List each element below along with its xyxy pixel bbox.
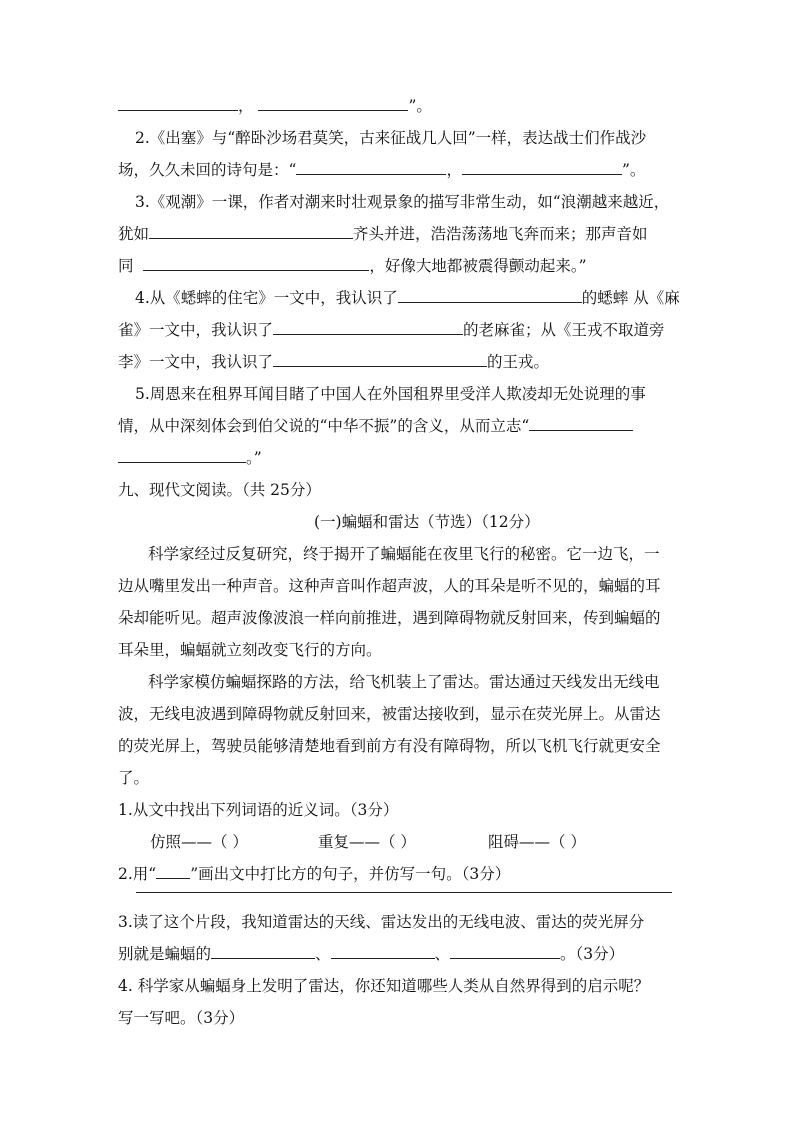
blank-line[interactable]	[118, 448, 246, 463]
reading-q1: 1.从文中找出下列词语的近义词。（3分）	[118, 801, 399, 819]
reading-q1-word[interactable]: 仿照——（ ）	[150, 833, 248, 851]
reading-q3-line-2: 别就是蝙蝠的 、 、 。（3分）	[118, 945, 625, 963]
q4-line-3: 李》一文中，我认识了 的王戎。	[118, 353, 550, 371]
passage-p2-line-2: 波，无线电波遇到障碍物就反射回来，被雷达接收到，显示在荧光屏上。从雷达	[118, 705, 661, 723]
q5-line-3: 。”	[118, 448, 262, 468]
reading-q1-word[interactable]: 阻碍——（ ）	[488, 833, 586, 851]
blank-line[interactable]	[462, 160, 622, 175]
blank-line[interactable]	[273, 320, 463, 335]
blank-line[interactable]	[149, 224, 353, 239]
q2-line-2: 场，久久未回的诗句是：“ ， ”。	[118, 161, 646, 179]
reading-q1-word[interactable]: 重复——（ ）	[318, 833, 416, 851]
q4-line-1: 4.从《蟋蟀的住宅》一文中，我认识了 的蟋蟀 从《麻	[135, 289, 680, 307]
blank-line[interactable]	[211, 944, 315, 959]
blank-line[interactable]	[450, 944, 560, 959]
underline-sample	[156, 864, 190, 879]
blank-line[interactable]	[331, 944, 435, 959]
q5-line-1: 5.周恩来在租界耳闻目睹了中国人在外国租界里受洋人欺凌却无处说理的事	[135, 385, 646, 403]
reading-q2: 2.用“ ”画出文中打比方的句子，并仿写一句。（3分）	[118, 865, 511, 883]
blank-line[interactable]	[143, 256, 369, 271]
q5-line-2: 情，从中深刻体会到伯父说的“中华不振”的含义，从而立志“	[118, 416, 633, 436]
passage-p2-line-1: 科学家模仿蝙蝠探路的方法，给飞机装上了雷达。雷达通过天线发出无线电	[148, 673, 660, 691]
passage-p1-line-1: 科学家经过反复研究，终于揭开了蝙蝠能在夜里飞行的秘密。它一边飞，一	[148, 545, 660, 563]
q3-line-2: 犹如 齐头并进，浩浩荡荡地飞奔而来；那声音如	[118, 225, 648, 243]
blank-line[interactable]	[258, 96, 408, 111]
reading-q4-line-1: 4. 科学家从蝙蝠身上发明了雷达，你还知道哪些人类从自然界得到的启示呢？	[118, 977, 650, 995]
q1-tail-line: ， ”。	[118, 96, 432, 116]
passage-p1-line-3: 朵却能听见。超声波像波浪一样向前推进，遇到障碍物就反射回来，传到蝙蝠的	[118, 609, 661, 627]
passage-p2-line-4: 了。	[118, 769, 150, 787]
answer-line[interactable]	[136, 892, 672, 893]
passage-title: (一)蝙蝠和雷达（节选）（12分）	[314, 513, 540, 531]
blank-line[interactable]	[296, 160, 446, 175]
blank-line[interactable]	[398, 288, 582, 303]
passage-p2-line-3: 的荧光屏上，驾驶员能够清楚地看到前方有没有障碍物，所以飞机飞行就更安全	[118, 737, 661, 755]
q3-line-3: 同 ，好像大地都被震得颤动起来。”	[118, 257, 587, 275]
blank-line[interactable]	[118, 96, 238, 111]
q3-line-1: 3.《观潮》一课，作者对潮来时壮观景象的描写非常生动，如“浪潮越来越近，	[135, 193, 670, 211]
q4-line-2: 雀》一文中，我认识了 的老麻雀；从《王戎不取道旁	[118, 321, 665, 339]
q2-line-1: 2.《出塞》与“醉卧沙场君莫笑，古来征战几人回”一样，表达战士们作战沙	[135, 129, 647, 147]
section-9-heading: 九、现代文阅读。（共 25分）	[118, 481, 321, 499]
passage-p1-line-4: 耳朵里，蝙蝠就立刻改变飞行的方向。	[118, 641, 382, 659]
reading-q4-line-2: 写一写吧。（3分）	[118, 1009, 245, 1027]
reading-q3-line-1: 3.读了这个片段，我知道雷达的天线、雷达发出的无线电波、雷达的荧光屏分	[118, 913, 645, 931]
blank-line[interactable]	[529, 416, 633, 431]
blank-line[interactable]	[273, 352, 487, 367]
passage-p1-line-2: 边从嘴里发出一种声音。这种声音叫作超声波，人的耳朵是听不见的，蝙蝠的耳	[118, 577, 661, 595]
